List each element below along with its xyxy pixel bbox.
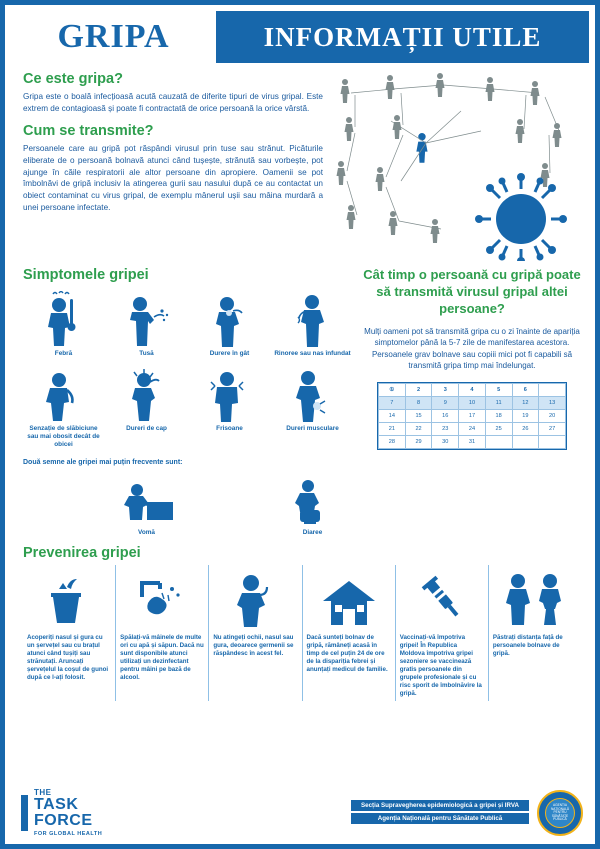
calendar-cell: 29	[405, 436, 432, 449]
symptom-item	[272, 289, 353, 360]
weakness-icon	[24, 366, 103, 422]
header-right	[216, 11, 589, 63]
task-force-logo	[21, 789, 102, 837]
intro-section	[5, 63, 595, 261]
calendar-row	[379, 436, 566, 449]
prevention-item	[489, 565, 581, 701]
calendar-row	[379, 384, 566, 397]
calendar-cell: 31	[459, 436, 486, 449]
symptoms-less-common	[23, 468, 353, 539]
prevention-item	[23, 565, 116, 701]
prevention-label: Nu atingeți ochii, nasul sau gura, deoarece germenii se răspândesc în acest fel.	[213, 634, 294, 658]
calendar-cell: 19	[512, 410, 539, 423]
heading-symptoms: Simptomele gripei	[23, 267, 149, 283]
heading-what-is-flu: Ce este gripa?	[23, 71, 123, 87]
calendar-row	[379, 397, 566, 410]
calendar	[377, 382, 567, 450]
prevention-label: Dacă sunteți bolnav de gripă, rămâneți acasă în timp de cel puțin 24 de ore de la dispariția febrei și anunțați medicul de familie.	[306, 634, 388, 674]
logo-bar	[21, 795, 28, 831]
logo-line-1: THE	[34, 787, 52, 797]
vaccine-icon	[400, 567, 484, 629]
calendar-cell: 30	[432, 436, 459, 449]
calendar-cell: 23	[432, 423, 459, 436]
stay-home-icon	[307, 567, 391, 629]
symptom-label: Diaree	[302, 529, 323, 536]
calendar-cell: 11	[485, 397, 512, 410]
transmission-illustration	[331, 71, 581, 261]
runny-nose-icon	[273, 291, 352, 347]
symptom-item	[23, 364, 104, 451]
logo-line-3: FORCE	[34, 812, 93, 830]
vomit-icon	[107, 470, 186, 526]
calendar-cell: 7	[379, 397, 406, 410]
calendar-cell	[485, 436, 512, 449]
symptom-label: Frisoane	[216, 425, 243, 432]
diarrhea-icon	[273, 470, 352, 526]
calendar-cell: 22	[405, 423, 432, 436]
symptom-item	[189, 364, 270, 451]
calendar-cell: 10	[459, 397, 486, 410]
heading-prevention: Prevenirea gripei	[23, 545, 141, 561]
heading-how-transmit: Cum se transmite?	[23, 122, 154, 139]
symptoms-grid-row2	[23, 364, 353, 451]
calendar-cell: 21	[379, 423, 406, 436]
calendar-cell: 24	[459, 423, 486, 436]
calendar-cell: 3	[432, 384, 459, 397]
prevention-item	[303, 565, 396, 701]
calendar-cell: ①	[379, 384, 406, 397]
prevention-label: Spălați-vă mâinele de multe ori cu apă și săpun. Dacă nu sunt disponibile atunci utilizați un dezinfectant pentru mâini pe bază de alcool.	[120, 634, 204, 682]
text-duration: Mulți oameni pot să transmită gripa cu o zi înainte de apariția simptomelor până la 5-7 zile de manifestarea acestora. Persoanele grav bolnave sau copiii mici pot fi capabili să transmită gripa timp mai îndelungat.	[364, 326, 580, 371]
prevention-item	[209, 565, 302, 701]
calendar-cell: 4	[459, 384, 486, 397]
logo-line-4: FOR GLOBAL HEALTH	[34, 830, 103, 837]
agency-banners	[351, 800, 529, 826]
calendar-cell	[539, 436, 566, 449]
prevention-label: Păstrați distanța față de persoanele bolnave de gripă.	[492, 634, 563, 658]
symptom-label: Febră	[54, 350, 73, 357]
symptom-label: Vomă	[138, 529, 155, 536]
header-subtitle: INFORMAȚII UTILE	[263, 21, 542, 52]
calendar-row	[379, 410, 566, 423]
calendar-cell: 13	[539, 397, 566, 410]
prevention-section	[5, 539, 595, 701]
symptom-item	[272, 468, 353, 539]
headache-icon	[107, 366, 186, 422]
symptom-item	[23, 289, 104, 360]
logo-line-2: TASK	[34, 795, 79, 813]
intro-text-column	[23, 71, 331, 261]
calendar-cell: 6	[512, 384, 539, 397]
symptoms-section	[23, 267, 353, 539]
calendar-cell: 15	[405, 410, 432, 423]
symptoms-and-duration	[5, 261, 595, 539]
agency-seal	[537, 790, 583, 836]
calendar-cell: 14	[379, 410, 406, 423]
agency-banner-2: Agenția Națională pentru Sănătate Publică	[351, 813, 529, 824]
prevention-label: Vaccinați-vă împotriva gripei! În Republica Moldova împotriva gripei sezoniere se vaccinează gratis persoanele din grupele profesionale și cu risc sporit de îmbolnăvire la gripă.	[399, 634, 482, 698]
symptom-label: Rinoree sau nas înfundat	[274, 350, 351, 357]
header-left	[11, 11, 216, 63]
sore-throat-icon	[190, 291, 269, 347]
no-touch-face-icon	[213, 567, 297, 629]
symptoms-subnote: Două semne ale gripei mai puțin frecvente sunt:	[23, 459, 183, 466]
handwash-icon	[120, 567, 204, 629]
calendar-cell: 18	[485, 410, 512, 423]
header	[11, 11, 589, 63]
calendar-cell: 26	[512, 423, 539, 436]
footer	[5, 786, 595, 844]
symptom-item	[106, 289, 187, 360]
prevention-item	[396, 565, 489, 701]
calendar-cell	[539, 384, 566, 397]
symptoms-grid	[23, 289, 353, 360]
calendar-cell: 17	[459, 410, 486, 423]
distance-icon	[493, 567, 577, 629]
symptom-label: Tusă	[139, 350, 154, 357]
symptom-item	[106, 364, 187, 451]
calendar-row	[379, 423, 566, 436]
calendar-cell: 25	[485, 423, 512, 436]
prevention-item	[116, 565, 209, 701]
calendar-cell: 20	[539, 410, 566, 423]
chills-icon	[190, 366, 269, 422]
calendar-cell: 9	[432, 397, 459, 410]
calendar-cell: 5	[485, 384, 512, 397]
symptom-item	[272, 364, 353, 451]
calendar-cell: 8	[405, 397, 432, 410]
tissue-bin-icon	[27, 567, 111, 629]
calendar-cell	[512, 436, 539, 449]
symptom-label: Senzație de slăbiciune sau mai obosit decât de obicei	[27, 425, 100, 448]
calendar-cell: 12	[512, 397, 539, 410]
calendar-cell: 28	[379, 436, 406, 449]
symptom-label: Durere în gât	[209, 350, 250, 357]
duration-section	[353, 267, 585, 539]
symptom-item	[106, 468, 187, 539]
muscle-pain-icon	[273, 366, 352, 422]
agency-seal-inner	[545, 798, 575, 828]
calendar-cell: 16	[432, 410, 459, 423]
agency-seal-text: AGENȚIA NAȚIONALĂ PENTRU SĂNĂTATE PUBLICĂ	[550, 803, 570, 822]
calendar-cell: 2	[405, 384, 432, 397]
cough-icon	[107, 291, 186, 347]
agency-banner-1: Secția Supravegherea epidemiologică a gripei și IRVA	[351, 800, 529, 811]
text-what-is-flu: Gripa este o boală infecțioasă acută cauzată de diferite tipuri de virus gripal. Este extrem de contagioasă și poate fi contractată de orice persoană la orice vârstă.	[23, 92, 323, 113]
prevention-label: Acoperiți nasul și gura cu un șervețel sau cu brațul atunci când tușiți sau strănutați. Aruncați șervețelul la coșul de gunoi după ce l-ați folosit.	[27, 634, 109, 682]
prevention-grid	[23, 565, 581, 701]
symptom-label: Dureri musculare	[286, 425, 339, 432]
fever-icon	[24, 291, 103, 347]
symptom-label: Dureri de cap	[126, 425, 167, 432]
symptom-item	[189, 289, 270, 360]
page-title: GRIPA	[57, 18, 170, 55]
text-how-transmit: Persoanele care au gripă pot răspândi virusul prin tuse sau strănut. Picăturile eliberate de o persoană bolnavă atunci când tușește, strănută sau vorbește, pot ajunge în căile respiratorii ale altor persoane din apropiere. Oamenii se pot îmbolnăvi de gripă inclusiv la atingerea gurii sau nasului după ce au contactat un obiect contaminat cu virus gripal, de exemplu mânerul ușii sau mâina murdară a unei persoane infectate.	[23, 143, 323, 213]
calendar-cell: 27	[539, 423, 566, 436]
footer-right	[351, 790, 583, 836]
heading-duration: Cât timp o persoană cu gripă poate să transmită virusul gripal altei persoane?	[363, 267, 581, 316]
